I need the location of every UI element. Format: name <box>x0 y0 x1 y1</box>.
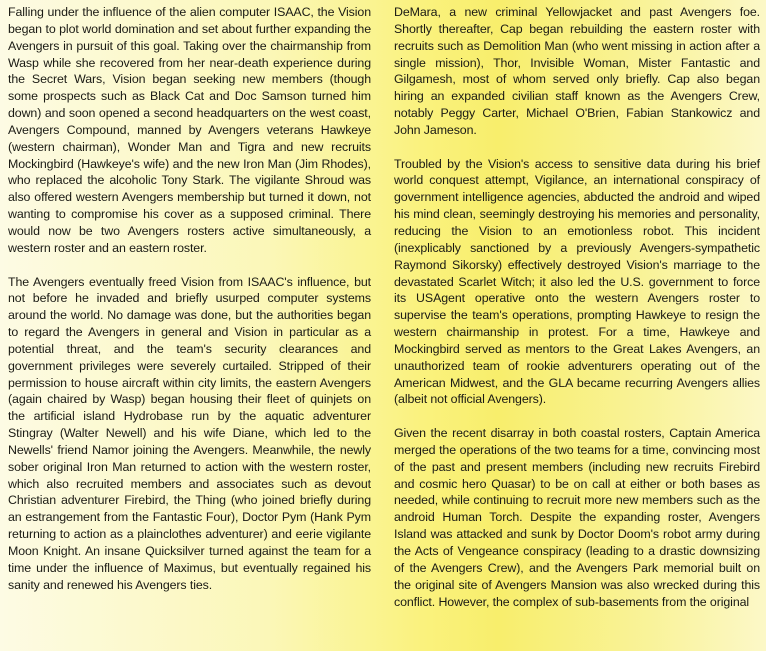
left-column <box>8 4 371 594</box>
paragraph: The Avengers eventually freed Vision from ISAAC's influence, but not before he invaded and briefly usurped computer systems around the world. No damage was done, but the authorities began to regard the Avengers in general and Vision in particular as a potential threat, and the team's security clearances and government privileges were severely curtailed. Stripped of their permission to house aircraft within city limits, the eastern Avengers (again chaired by Wasp) began housing their fleet of quinjets on the artificial island Hydrobase run by the aquatic adventurer Stingray (Walter Newell) and his wife Diane, which led to the Newells' friend Namor joining the Avengers. Meanwhile, the newly sober original Iron Man returned to action with the western roster, which also recruited members and associates such as devout Christian adventurer Firebird, the Thing (who joined briefly during an estrangement from the Fantastic Four), Doctor Pym (Hank Pym returning to action as a plainclothes adventurer) and eerie vigilante Moon Knight. An insane Quicksilver turned against the team for a time under the influence of Maximus, but eventually regained his sanity and renewed his Avengers ties. <box>8 274 371 592</box>
paragraph: Troubled by the Vision's access to sensitive data during his brief world conquest attempt, Vigilance, an international conspiracy of government intelligence agencies, abducted the android and wiped his mind clean, seemingly destroying his memories and personality, reducing the Vision to an emotionless robot. This incident (inexplicably sanctioned by a previously Avengers-sympathetic Raymond Sikorsky) effectively destroyed Vision's marriage to the devastated Scarlet Witch; it also led the U.S. government to force its USAgent operative onto the western Avengers roster to supervise the team's operations, prompting Hawkeye to resign the western chairmanship in protest. For a time, Hawkeye and Mockingbird served as mentors to the Great Lakes Avengers, an unauthorized team of rookie adventurers operating out of the American Midwest, and the GLA became recurring Avengers allies (albeit not official Avengers). <box>394 156 760 407</box>
paragraph: Given the recent disarray in both coastal rosters, Captain America merged the operations of the two teams for a time, convincing most of the past and present members (including new recruits Firebird and cosmic hero Quasar) to be on call at either or both bases as needed, while continuing to recruit more new members such as the android Human Torch. Despite the expanding roster, Avengers Island was attacked and sunk by Doctor Doom's robot army during the Acts of Vengeance conspiracy (leading to a drastic downsizing of the Avengers Crew), and the Avengers Park memorial built on the original site of Avengers Mansion was also wrecked during this conflict. However, the complex of sub-basements from the original <box>394 426 760 609</box>
paragraph: DeMara, a new criminal Yellowjacket and past Avengers foe. Shortly thereafter, Cap began rebuilding the eastern roster with recruits such as Demolition Man (who went missing in action after a single mission), Thor, Invisible Woman, Mister Fantastic and Gilgamesh, most of whom served only briefly. Cap also began hiring an expanded civilian staff known as the Avengers Crew, notably Peggy Carter, Michael O'Brien, Fabian Stankowicz and John Jameson. <box>394 5 760 137</box>
right-column <box>394 4 760 610</box>
paragraph: Falling under the influence of the alien computer ISAAC, the Vision began to plot world domination and set about further expanding the Avengers in pursuit of this goal. Taking over the chairmanship from Wasp while she recovered from her near-death experience during the Secret Wars, Vision began seeking new members (though some prospects such as Black Cat and Doc Samson turned him down) and soon opened a second headquarters on the west coast, Avengers Compound, manned by Avengers veterans Hawkeye (western chairman), Wonder Man and Tigra and new recruits Mockingbird (Hawkeye's wife) and the new Iron Man (Jim Rhodes), who replaced the alcoholic Tony Stark. The vigilante Shroud was also offered western Avengers membership but turned it down, not wanting to compromise his cover as a supposed criminal. There would now be two Avengers rosters active simultaneously, a western roster and an eastern roster. <box>8 5 371 255</box>
